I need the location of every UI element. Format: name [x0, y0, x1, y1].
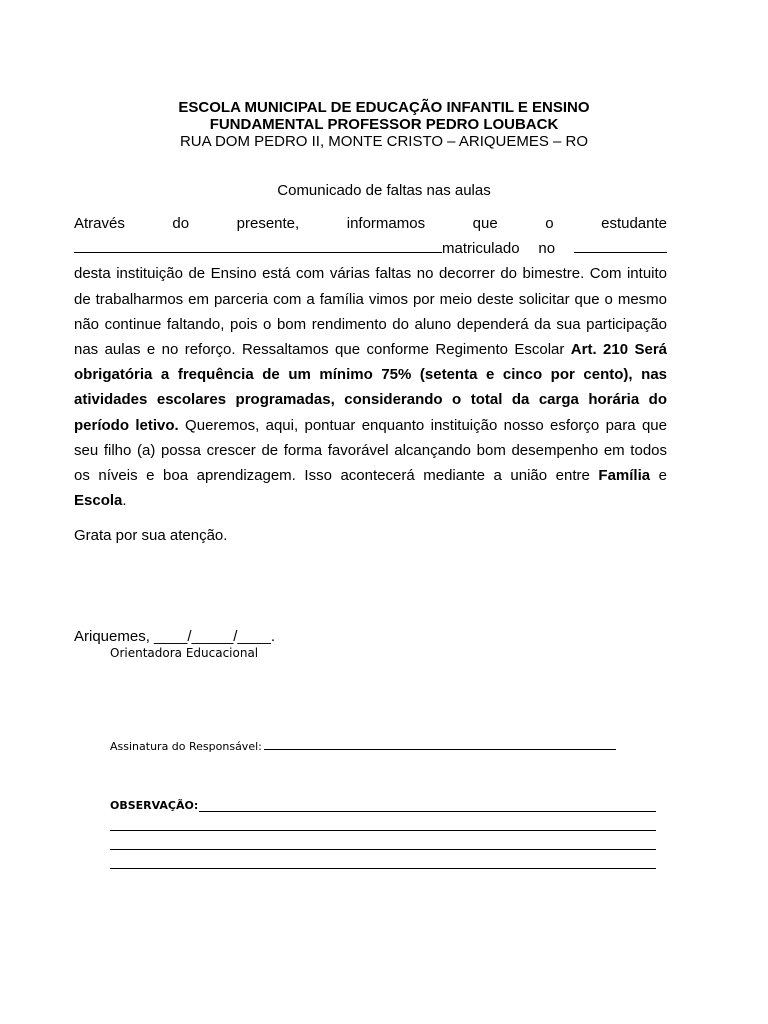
- escola-word: Escola: [74, 492, 123, 510]
- paragraph-text-2: Queremos, aqui, pontuar enquanto instituição nosso esforço para que seu filho (a) possa crescer de forma favorável alcançando bom desempenho em todos os níveis e boa aprendizagem. Isso acontecerá mediante a união entre: [74, 416, 667, 485]
- observation-blank-2: [110, 812, 656, 831]
- notice-body: [74, 211, 667, 513]
- notice-paragraph: [74, 261, 667, 513]
- intro-word: informamos: [346, 215, 426, 232]
- date-line: Ariquemes, ____/_____/____.: [74, 628, 275, 645]
- paragraph-text-1: desta instituição de Ensino está com várias faltas no decorrer do bimestre. Com intuito de trabalharmos em parceria com a família vimos por meio deste solicitar que o mesmo não continue faltando, pois o bom rendimento do aluno dependerá da sua participação nas aulas e no reforço. Ressaltamos que conforme Regimento Escolar: [74, 265, 667, 359]
- intro-word: presente,: [236, 215, 300, 232]
- class-blank: [574, 236, 667, 253]
- student-line: [74, 236, 667, 261]
- signature-blank: [264, 737, 616, 750]
- period: .: [122, 492, 127, 510]
- signature-line: [110, 737, 616, 753]
- intro-word: o: [545, 215, 554, 232]
- familia-word: Família: [598, 467, 651, 485]
- matriculado-text: matriculado: [442, 240, 520, 258]
- observation-blank-4: [110, 850, 656, 869]
- school-header: [0, 99, 768, 150]
- school-address: RUA DOM PEDRO II, MONTE CRISTO – ARIQUEMES – RO: [179, 133, 589, 150]
- signature-label: Assinatura do Responsável:: [110, 740, 262, 753]
- observation-blank-3: [110, 831, 656, 850]
- intro-word: estudante: [601, 215, 667, 232]
- intro-line: [74, 211, 667, 236]
- regimento-article: Art. 210 Será obrigatória a frequência de um mínimo 75% (setenta e cinco por cento), nas atividades escolares programadas, considerando o total da carga horária do período letivo.: [74, 341, 667, 434]
- intro-word: do: [172, 215, 190, 232]
- school-name-line-2: FUNDAMENTAL PROFESSOR PEDRO LOUBACK: [209, 116, 559, 133]
- school-name-line-1: ESCOLA MUNICIPAL DE EDUCAÇÃO INFANTIL E ENSINO: [178, 99, 590, 116]
- observation-section: [110, 798, 656, 869]
- observation-blank-1: [199, 801, 656, 812]
- e-word: e: [650, 467, 667, 485]
- observation-label: OBSERVAÇÃO:: [110, 799, 199, 812]
- thanks-line: Grata por sua atenção.: [74, 527, 228, 544]
- student-name-blank: [74, 236, 442, 253]
- role-label: Orientadora Educacional: [110, 646, 259, 660]
- intro-word: Através: [74, 215, 125, 232]
- intro-word: que: [472, 215, 498, 232]
- no-text: no: [538, 240, 556, 258]
- document-subject: Comunicado de faltas nas aulas: [277, 182, 491, 199]
